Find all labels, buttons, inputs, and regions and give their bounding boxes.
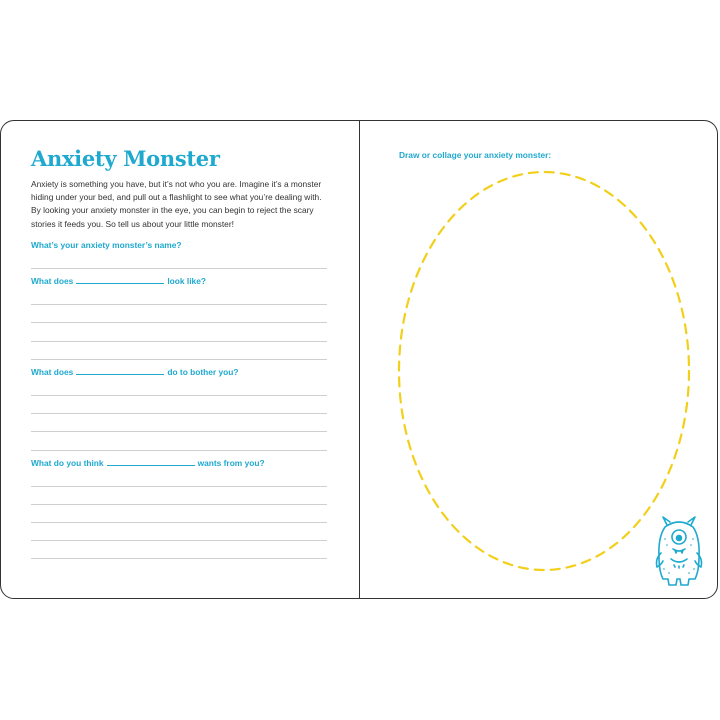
left-page bbox=[31, 146, 327, 559]
monster-icon bbox=[653, 513, 705, 589]
writing-line[interactable] bbox=[31, 505, 327, 523]
answer-lines-wants bbox=[31, 469, 327, 560]
writing-line[interactable] bbox=[31, 396, 327, 414]
writing-line[interactable] bbox=[31, 287, 327, 305]
question-monster-name: What’s your anxiety monster’s name? bbox=[31, 239, 182, 250]
page-title: Anxiety Monster bbox=[31, 146, 220, 171]
open-journal-spread bbox=[0, 120, 718, 599]
writing-line[interactable] bbox=[31, 342, 327, 360]
answer-lines-bother bbox=[31, 378, 327, 451]
writing-line[interactable] bbox=[31, 378, 327, 396]
writing-line[interactable] bbox=[31, 323, 327, 341]
writing-line[interactable] bbox=[31, 305, 327, 323]
writing-line[interactable] bbox=[31, 487, 327, 505]
writing-line[interactable] bbox=[31, 541, 327, 559]
writing-line[interactable] bbox=[31, 523, 327, 541]
question-look-like-start: What does bbox=[31, 276, 74, 286]
answer-lines-look bbox=[31, 287, 327, 360]
intro-paragraph: Anxiety is something you have, but it’s not who you are. Imagine it’s a monster hiding under your bed, and pull out a flashlight to see what you’re dealing with. By looking your anxiety monster in the eye, you can begin to reject the scary stories it feeds you. So tell us about your little monster! bbox=[31, 179, 322, 229]
question-bother bbox=[31, 366, 327, 378]
fill-in-blank[interactable] bbox=[76, 275, 164, 284]
question-look-like bbox=[31, 275, 327, 287]
drawing-prompt: Draw or collage your anxiety monster: bbox=[399, 150, 552, 160]
question-look-like-end: look like? bbox=[167, 276, 206, 286]
question-wants bbox=[31, 457, 327, 469]
answer-lines-name bbox=[31, 251, 327, 269]
writing-line[interactable] bbox=[31, 251, 327, 269]
writing-line[interactable] bbox=[31, 469, 327, 487]
fill-in-blank[interactable] bbox=[76, 366, 164, 375]
fill-in-blank[interactable] bbox=[107, 457, 195, 466]
question-wants-start: What do you think bbox=[31, 457, 104, 468]
right-page bbox=[361, 121, 717, 598]
writing-line[interactable] bbox=[31, 414, 327, 432]
question-bother-end: do to bother you? bbox=[167, 366, 239, 377]
writing-line[interactable] bbox=[31, 432, 327, 450]
book-spine bbox=[359, 121, 360, 598]
question-bother-start: What does bbox=[31, 366, 74, 377]
question-wants-end: wants from you? bbox=[197, 457, 265, 468]
